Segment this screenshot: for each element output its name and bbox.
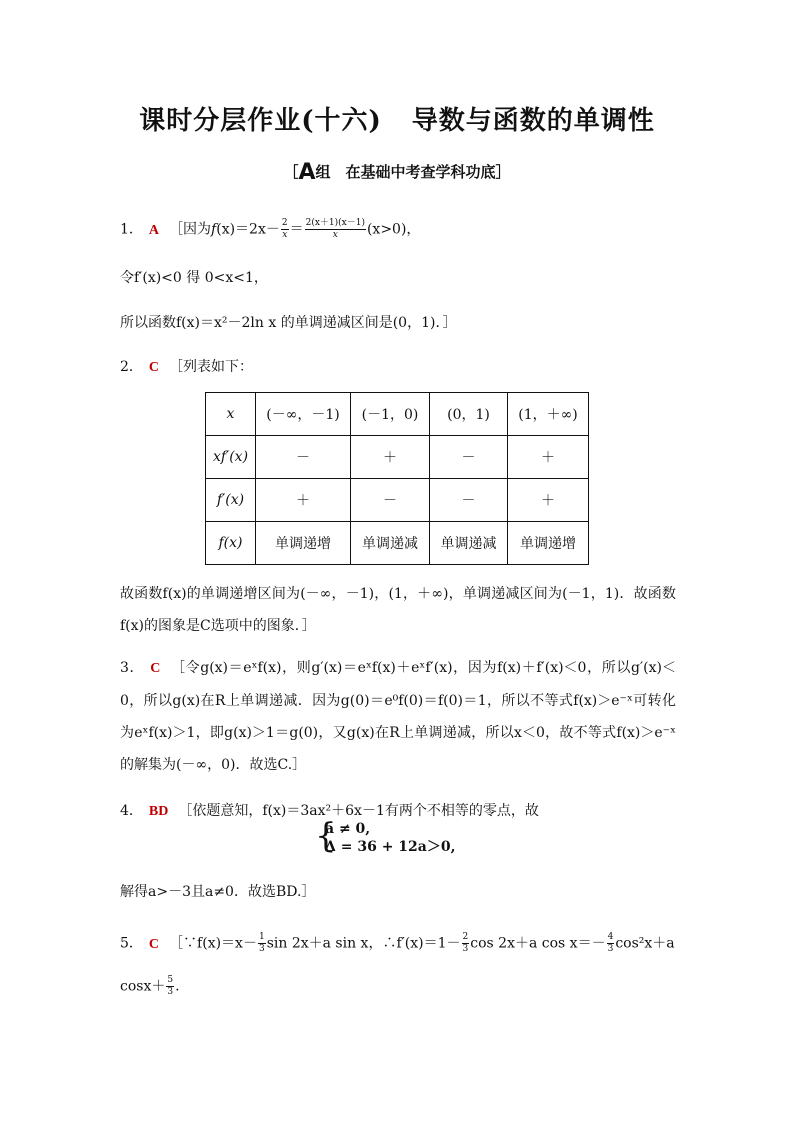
table-cell: (－∞，－1) (256, 393, 351, 436)
q5-text-a: ［∵f(x)＝x－ (169, 935, 257, 952)
title-main: 课时分层作业(十六) (139, 106, 382, 136)
table-cell: f(x) (206, 522, 256, 565)
group-bracket-close: ］ (495, 163, 511, 181)
group-label: 组 在基础中考查学科功底 (315, 163, 496, 181)
table-cell: － (430, 436, 508, 479)
q5-frac1-den: 3 (258, 944, 265, 954)
group-bracket-open: ［ (283, 163, 299, 181)
table-cell: 单调递增 (256, 522, 351, 565)
page-title (0, 100, 794, 137)
q5-text-g: . (175, 978, 180, 995)
q5-frac2-num: 2 (462, 932, 469, 942)
q5-frac1-num: 1 (258, 932, 265, 942)
table-cell: ＋ (508, 479, 589, 522)
q5-text-b: sin 2x＋a sin x，∴f′(x)＝1－ (266, 935, 461, 952)
q5-text-d: cos²x＋a (615, 935, 675, 952)
q3-answer: C (150, 661, 161, 676)
q5-line-1 (120, 932, 675, 955)
table-cell: f′(x) (206, 479, 256, 522)
q5-line-2 (120, 975, 180, 998)
table-row (206, 436, 589, 479)
q1-frac2-den: x (332, 230, 338, 240)
q5-frac3-den: 3 (607, 944, 614, 954)
q5-number: 5． (120, 935, 143, 952)
q5-frac2-den: 3 (462, 944, 469, 954)
q1-line-3: 所以函数f(x)＝x²－2ln x 的单调递减区间是(0，1)．］ (120, 315, 457, 331)
q1-frac1-den: x (282, 230, 288, 240)
table-cell: ＋ (508, 436, 589, 479)
table-cell: ＋ (256, 479, 351, 522)
q1-number: 1． (120, 221, 143, 238)
q4-answer: BD (148, 804, 169, 819)
q5-fraction-3 (607, 932, 615, 955)
q5-frac4-den: 3 (167, 987, 174, 997)
q2-answer: C (148, 360, 160, 375)
q3-number: 3． (120, 660, 145, 676)
table-cell: － (430, 479, 508, 522)
q2-conclusion: 故函数f(x)的单调递增区间为(－∞，－1)，(1，＋∞)，单调递减区间为(－1，1)．故函数f(x)的图象是C选项中的图象．］ (120, 586, 676, 634)
q4-equation-system (315, 816, 456, 856)
table-cell: xf′(x) (206, 436, 256, 479)
q1-frac1-num: 2 (281, 218, 288, 228)
q5-text-c: cos 2x＋a cos x＝－ (470, 935, 606, 952)
q1-text-c: ＝ (289, 221, 304, 238)
table-cell: (1，＋∞) (508, 393, 589, 436)
q4-number: 4． (120, 803, 143, 819)
q1-frac2-num: 2(x＋1)(x－1) (305, 218, 365, 228)
q4-system-line-1: a ≠ 0, (325, 821, 371, 837)
q1-text-a: ［因为 (169, 221, 212, 238)
table-row (206, 522, 589, 565)
q2-intro: ［列表如下： (169, 359, 254, 375)
q4-result: 解得a>－3且a≠0．故选BD.］ (120, 884, 316, 900)
table-cell: － (351, 479, 430, 522)
q4-text: ［依题意知，f(x)＝3ax²＋6x－1有两个不相等的零点，故 (178, 803, 539, 819)
q4-system-line-2: Δ = 36 + 12a＞0, (325, 839, 456, 855)
q5-frac4-num: 5 (167, 975, 174, 985)
table-cell: 单调递减 (351, 522, 430, 565)
table-cell: (0，1) (430, 393, 508, 436)
group-heading (0, 160, 794, 185)
table-cell: x (206, 393, 256, 436)
table-cell: 单调递减 (430, 522, 508, 565)
q1-text-b: (x)＝2x－ (216, 221, 280, 238)
q1-line-2: 令f′(x)<0 得 0<x<1， (120, 270, 268, 286)
table-row (206, 479, 589, 522)
table-cell: 单调递增 (508, 522, 589, 565)
q5-fraction-2 (462, 932, 470, 955)
group-letter: A (298, 160, 316, 185)
table-cell: ＋ (351, 436, 430, 479)
q1-answer: A (148, 222, 160, 238)
q2-number: 2． (120, 359, 143, 375)
q5-fraction-4 (166, 975, 174, 998)
q5-fraction-1 (258, 932, 266, 955)
q1-fraction-2 (305, 218, 366, 241)
table-cell: － (256, 436, 351, 479)
table-cell: (－1，0) (351, 393, 430, 436)
q1-text-d: (x>0)， (366, 221, 421, 238)
q4-brace: { (315, 816, 337, 856)
q5-frac3-num: 4 (607, 932, 614, 942)
title-subtitle: 导数与函数的单调性 (411, 106, 655, 136)
q1-fraction-1 (281, 218, 289, 241)
q3-paragraph (120, 652, 676, 781)
q3-text: ［令g(x)＝eˣf(x)，则g′(x)＝eˣf(x)＋eˣf′(x)，因为f(x)＋f′(x)＜0，所以g′(x)＜0，所以g(x)在R上单调递减．因为g(0)＝e⁰f(0)＝f(0)＝1，所以不等式f(x)＞e⁻ˣ可转化为eˣf(x)＞1，即g(x)＞1＝g(0)，又g(x)在R上单调递减，所以x＜0，故不等式f(x)＞e⁻ˣ的解集为(－∞，0)．故选C.］ (120, 660, 676, 773)
q5-answer: C (148, 936, 160, 952)
sign-table (205, 392, 589, 565)
table-header-row (206, 393, 589, 436)
q1-line-1: 1． A ［因为f(x)＝2x－ $\frac{2}{x}$ ＝ $\frac{2(x+1)(x-1)}{x}$ (x>0)， (120, 218, 421, 240)
q5-text-e: cosx＋ (120, 978, 166, 995)
q2-line-1 (120, 357, 253, 378)
